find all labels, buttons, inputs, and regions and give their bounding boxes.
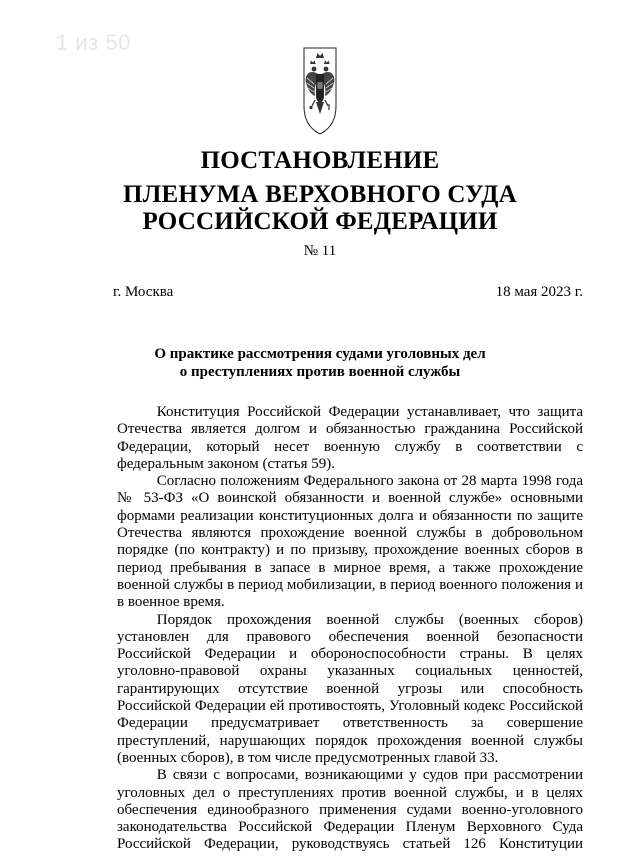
- city: г. Москва: [113, 284, 174, 300]
- title-line-1: ПОСТАНОВЛЕНИЕ: [200, 147, 440, 174]
- paragraph: В связи с вопросами, возникающими у судов при рассмотрении уголовных дел о преступлениях против военной службы, и в целях обеспечения единообразного применения судами военно-уголовного законодательства Российской Федерации Пленум Верховного Суда Российской Федерации, руководствуясь статьей 126 Конституции: [117, 767, 583, 853]
- page-counter: 1 из 50: [56, 30, 131, 55]
- document-number: № 11: [303, 243, 337, 259]
- subject-line-1: О практике рассмотрения судами уголовных дел: [154, 346, 486, 362]
- document-date: 18 мая 2023 г.: [495, 284, 583, 300]
- document-subject: [0, 345, 640, 381]
- title-line-2: ПЛЕНУМА ВЕРХОВНОГО СУДА: [123, 181, 517, 208]
- russian-coat-of-arms-icon: [302, 44, 338, 136]
- subject-line-2: о преступлениях против военной службы: [179, 364, 461, 380]
- paragraph: Согласно положениям Федерального закона от 28 марта 1998 года № 53-ФЗ «О воинской обязанности и военной службе» основными формами реализации конституционных долга и обязанности по защите Отечества являются прохождение военной службы в добровольном порядке (по контракту) и по призыву, прохождение военных сборов в период пребывания в запасе в мирное время, а также прохождение военной службы в период мобилизации, в период военного положения и в военное время.: [117, 473, 583, 611]
- paragraph: Порядок прохождения военной службы (военных сборов) установлен для правового обеспечения военной безопасности Российской Федерации и обороноспособности страны. В целях уголовно-правовой охраны указанных социальных ценностей, гарантирующих отсутствие военной угрозы или способность Российской Федерации ей противостоять, Уголовный кодекс Российской Федерации предусматривает ответственность за совершение преступлений, нарушающих порядок прохождения военной службы (военных сборов), в том числе предусмотренных главой 33.: [117, 611, 583, 766]
- body-text: [117, 404, 583, 854]
- paragraph: Конституция Российской Федерации устанавливает, что защита Отечества является долгом и обязанностью гражданина Российской Федерации, который несет военную службу в соответствии с федеральным законом (статья 59).: [117, 404, 583, 472]
- title-line-3: РОССИЙСКОЙ ФЕДЕРАЦИИ: [142, 208, 498, 235]
